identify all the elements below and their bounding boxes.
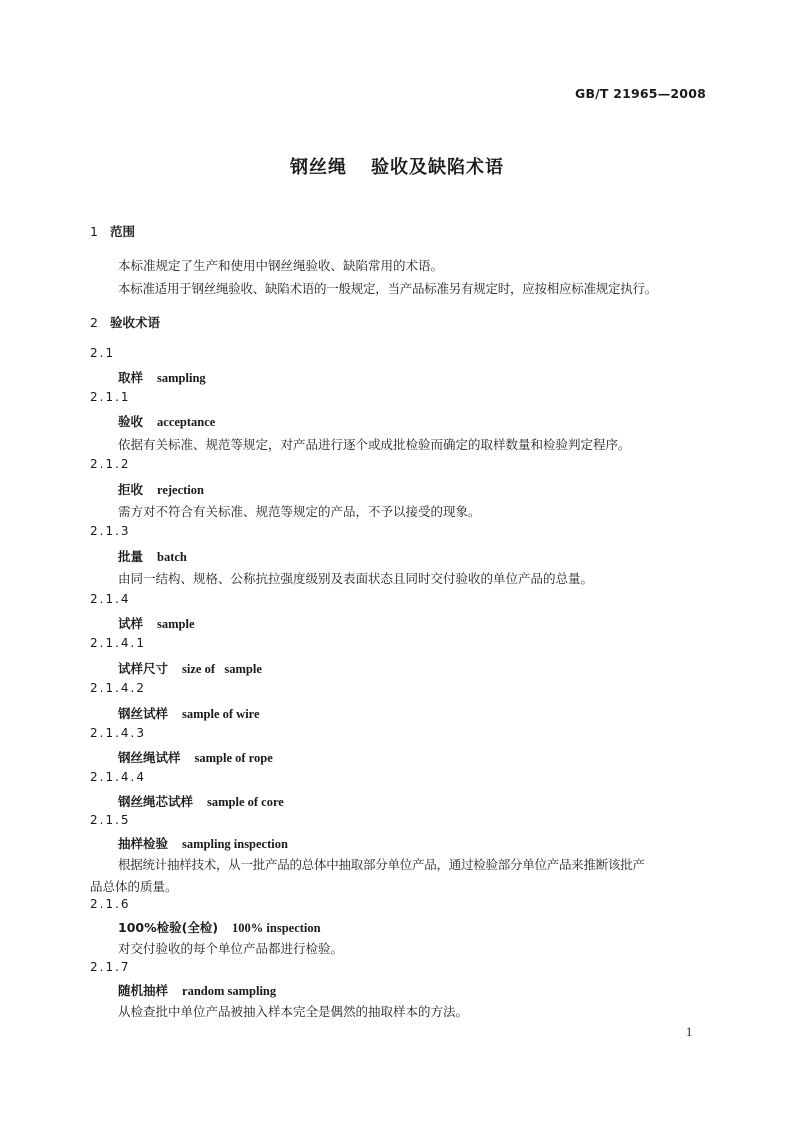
- clause-number: 2.1.7: [90, 960, 131, 974]
- term-en: sample of core: [207, 795, 284, 809]
- term-definition-continued: 品总体的质量。: [90, 879, 178, 894]
- term-en: sampling inspection: [182, 837, 288, 851]
- term-batch: [118, 547, 187, 565]
- term-random-sampling: [118, 981, 276, 999]
- term-en: random sampling: [182, 984, 277, 998]
- term-en: size of sample: [182, 662, 262, 676]
- term-sample-of-rope: [118, 748, 273, 766]
- term-definition: 根据统计抽样技术，从一批产品的总体中抽取部分单位产品，通过检验部分单位产品来推断该批产: [118, 857, 645, 872]
- standard-code: GB/T 21965—2008: [574, 86, 706, 101]
- term-acceptance: [118, 412, 215, 430]
- clause-number: 2.1.4.3: [90, 726, 146, 740]
- term-sampling-inspection: [118, 834, 288, 852]
- term-definition: 由同一结构、规格、公称抗拉强度级别及表面状态且同时交付验收的单位产品的总量。: [118, 571, 594, 586]
- clause-number: 2.1.1: [90, 390, 131, 404]
- term-zh: 试样: [118, 616, 144, 631]
- term-zh: 抽样检验: [118, 836, 169, 851]
- term-sample: [118, 614, 195, 632]
- term-zh: 取样: [118, 370, 144, 385]
- scope-paragraph-1: 本标准规定了生产和使用中钢丝绳验收、缺陷常用的术语。: [118, 258, 444, 273]
- section-title: 验收术语: [110, 315, 161, 330]
- term-zh: 钢丝绳试样: [118, 750, 181, 765]
- section-heading-acceptance-terms: [90, 313, 160, 331]
- term-en: 100% inspection: [232, 921, 321, 935]
- term-definition: 对交付验收的每个单位产品都进行检验。: [118, 941, 344, 956]
- clause-number: 2.1: [90, 346, 116, 360]
- term-en: acceptance: [157, 415, 216, 429]
- term-en: batch: [157, 550, 187, 564]
- term-sampling: [118, 368, 206, 386]
- scope-paragraph-2: 本标准适用于钢丝绳验收、缺陷术语的一般规定，当产品标准另有规定时，应按相应标准规定执行。: [118, 281, 658, 296]
- clause-number: 2.1.3: [90, 524, 131, 538]
- term-zh: 100%检验(全检): [118, 920, 219, 935]
- term-definition: 需方对不符合有关标准、规范等规定的产品，不予以接受的现象。: [118, 504, 481, 519]
- term-size-of-sample: [118, 659, 262, 677]
- section-title: 范围: [110, 224, 136, 239]
- term-en: sampling: [157, 371, 206, 385]
- term-rejection: [118, 480, 204, 498]
- page-number: 1: [686, 1025, 693, 1039]
- clause-number: 2.1.5: [90, 813, 131, 827]
- term-zh: 随机抽样: [118, 983, 169, 998]
- clause-number: 2.1.4: [90, 592, 131, 606]
- term-sample-of-wire: [118, 704, 260, 722]
- term-sample-of-core: [118, 792, 284, 810]
- term-zh: 批量: [118, 549, 144, 564]
- term-definition: 依据有关标准、规范等规定，对产品进行逐个或成批检验而确定的取样数量和检验判定程序。: [118, 437, 631, 452]
- term-zh: 钢丝试样: [118, 706, 169, 721]
- section-heading-scope: [90, 222, 135, 240]
- term-zh: 验收: [118, 414, 144, 429]
- document-title: [0, 153, 794, 179]
- term-en: sample of wire: [182, 707, 260, 721]
- term-definition: 从检查批中单位产品被抽入样本完全是偶然的抽取样本的方法。: [118, 1004, 469, 1019]
- section-number: 2: [90, 315, 98, 330]
- term-en: sample of rope: [194, 751, 273, 765]
- term-zh: 钢丝绳芯试样: [118, 794, 194, 809]
- term-en: rejection: [157, 483, 204, 497]
- clause-number: 2.1.4.1: [90, 636, 146, 650]
- title-part-1: 钢丝绳: [290, 157, 347, 178]
- clause-number: 2.1.4.4: [90, 770, 146, 784]
- clause-number: 2.1.6: [90, 897, 131, 911]
- term-en: sample: [157, 617, 195, 631]
- term-full-inspection: [118, 918, 321, 936]
- title-part-2: 验收及缺陷术语: [371, 157, 504, 178]
- clause-number: 2.1.2: [90, 457, 131, 471]
- section-number: 1: [90, 224, 98, 239]
- term-zh: 拒收: [118, 482, 144, 497]
- clause-number: 2.1.4.2: [90, 681, 146, 695]
- term-zh: 试样尺寸: [118, 661, 169, 676]
